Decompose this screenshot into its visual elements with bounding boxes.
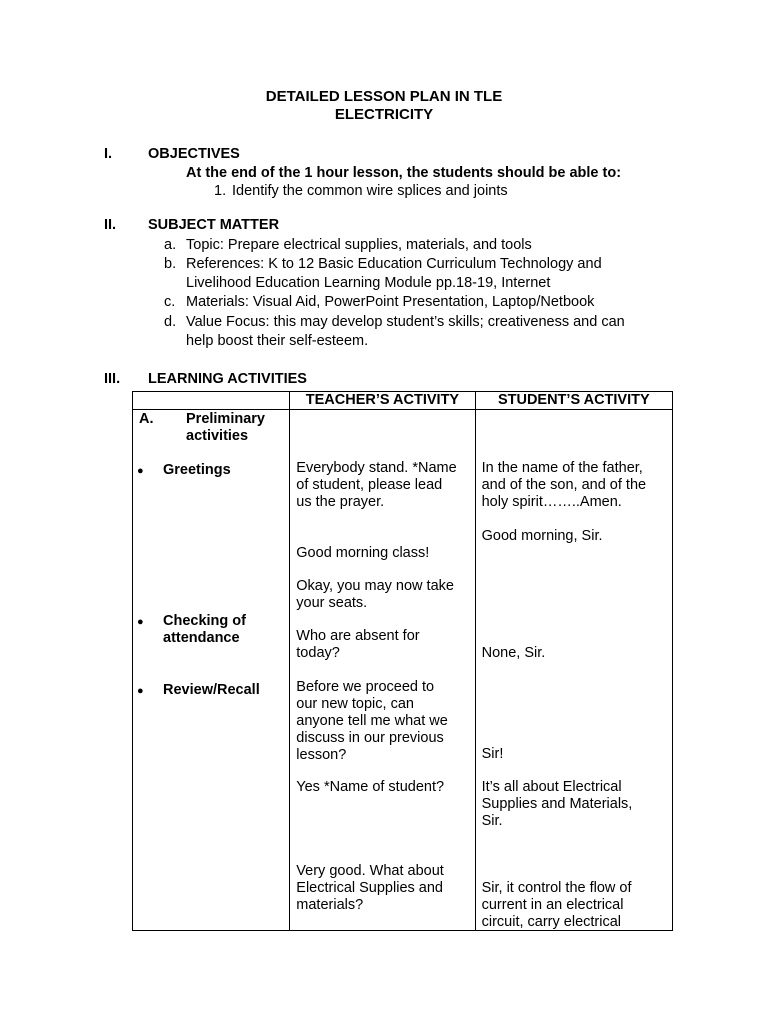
student-line: [482, 645, 674, 662]
student-text: None, Sir.: [481, 645, 546, 661]
teacher-activity-cell: [290, 410, 475, 931]
teacher-text: Okay, you may now take: [296, 578, 454, 594]
student-text: holy spirit……..Amen.: [481, 494, 622, 510]
teacher-line: [296, 578, 474, 612]
teacher-text: lesson?: [296, 747, 347, 763]
activities-label-cell: [133, 410, 290, 931]
subject-item-text: Materials: Visual Aid, PowerPoint Presentation, Laptop/Netbook: [186, 294, 595, 310]
subject-item-marker: c.: [164, 294, 176, 310]
teacher-line: [296, 460, 474, 511]
subject-item-marker: b.: [164, 256, 177, 272]
teacher-line: [296, 545, 474, 562]
preliminary-label-line1: Preliminary: [186, 411, 265, 427]
bullet-icon: ●: [137, 616, 144, 628]
student-text: Sir.: [481, 813, 503, 829]
subject-item-text: Topic: Prepare electrical supplies, materials, and tools: [186, 237, 532, 253]
activity-letter: A.: [139, 411, 154, 427]
student-text: circuit, carry electrical: [481, 914, 621, 930]
teacher-text: Before we proceed to: [296, 679, 435, 695]
student-text: Sir, it control the flow of: [481, 880, 632, 896]
teacher-text: of student, please lead: [296, 477, 443, 493]
teacher-text: us the prayer.: [296, 494, 385, 510]
objective-item-text: Identify the common wire splices and joints: [232, 183, 508, 199]
subject-item-marker: a.: [164, 237, 177, 253]
teacher-text: Everybody stand. *Name: [296, 460, 457, 476]
student-text: In the name of the father,: [481, 460, 643, 476]
teacher-line: [296, 779, 474, 796]
section-heading-subject-matter: SUBJECT MATTER: [148, 217, 280, 233]
bullet-icon: ●: [137, 465, 144, 477]
bullet-icon: ●: [137, 685, 144, 697]
objective-item-marker: 1.: [214, 183, 227, 199]
student-text: Sir!: [481, 746, 504, 762]
section-heading-learning-activities: LEARNING ACTIVITIES: [148, 371, 307, 387]
teacher-text: anyone tell me what we: [296, 713, 448, 729]
subject-item-marker: d.: [164, 314, 177, 330]
subject-item-text: Value Focus: this may develop student’s skills; creativeness and can: [186, 314, 625, 330]
student-text: It’s all about Electrical: [481, 779, 622, 795]
teacher-text: Yes *Name of student?: [296, 779, 445, 795]
document-subtitle: ELECTRICITY: [334, 106, 434, 123]
review-label: Review/Recall: [163, 682, 260, 698]
teacher-line: [296, 628, 474, 662]
student-text: Supplies and Materials,: [481, 796, 633, 812]
teacher-text: today?: [296, 645, 340, 661]
subject-item-text-cont: help boost their self-esteem.: [186, 333, 369, 349]
section-numeral-subject-matter: II.: [104, 217, 117, 233]
objectives-intro: At the end of the 1 hour lesson, the students should be able to:: [186, 165, 622, 181]
teacher-text: Who are absent for: [296, 628, 420, 644]
student-text: and of the son, and of the: [481, 477, 647, 493]
table-row: [133, 410, 673, 931]
student-text: current in an electrical: [481, 897, 624, 913]
teacher-text: your seats.: [296, 595, 368, 611]
section-numeral-objectives: I.: [104, 146, 113, 162]
teacher-line: [296, 863, 474, 914]
teacher-text: Good morning class!: [296, 545, 430, 561]
student-line: [482, 880, 674, 931]
attendance-label-line2: attendance: [163, 630, 240, 646]
section-numeral-learning-activities: III.: [104, 371, 121, 387]
table-header-teacher: TEACHER’S ACTIVITY: [290, 392, 475, 410]
table-header-blank: [133, 392, 290, 410]
student-text: Good morning, Sir.: [481, 528, 603, 544]
student-line: [482, 779, 674, 830]
attendance-label-line1: Checking of: [163, 613, 246, 629]
teacher-line: [296, 679, 474, 764]
activities-table: [132, 391, 673, 931]
subject-item-text: References: K to 12 Basic Education Curriculum Technology and: [186, 256, 602, 272]
student-line: [482, 746, 674, 763]
greetings-label: Greetings: [163, 462, 231, 478]
table-header-row: [133, 392, 673, 410]
teacher-text: materials?: [296, 897, 364, 913]
student-activity-cell: [475, 410, 672, 931]
section-heading-objectives: OBJECTIVES: [148, 146, 240, 162]
document-title: DETAILED LESSON PLAN IN TLE: [265, 88, 503, 105]
student-line: [482, 460, 674, 511]
teacher-text: Electrical Supplies and: [296, 880, 443, 896]
teacher-text: our new topic, can: [296, 696, 414, 712]
preliminary-label-line2: activities: [186, 428, 249, 444]
student-line: [482, 528, 674, 545]
subject-item-text-cont: Livelihood Education Learning Module pp.18-19, Internet: [186, 275, 551, 291]
teacher-text: discuss in our previous: [296, 730, 444, 746]
table-header-student: STUDENT’S ACTIVITY: [475, 392, 672, 410]
teacher-text: Very good. What about: [296, 863, 444, 879]
